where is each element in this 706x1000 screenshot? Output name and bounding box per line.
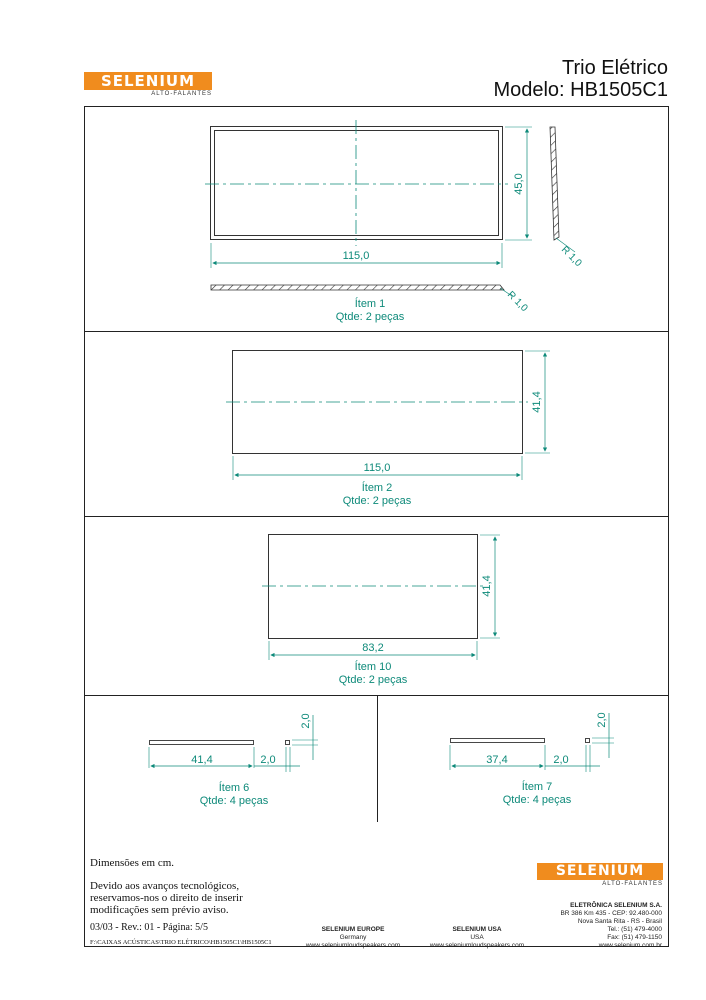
title-line-2: Modelo: HB1505C1 xyxy=(493,79,668,101)
item-7-section xyxy=(586,739,590,743)
company-tel: Tel.: (51) 479-4000 xyxy=(607,926,662,933)
item-1-bottom-profile xyxy=(211,285,504,290)
item-10-qty: Qtde: 2 peças xyxy=(338,674,408,686)
europe-title: SELENIUM EUROPE xyxy=(321,926,385,933)
notice-line-3: modificações sem prévio aviso. xyxy=(90,904,229,916)
footer-brand-logo-subtitle: ALTO-FALANTES xyxy=(602,881,663,887)
company-address-2: Nova Santa Rita - RS - Brasil xyxy=(577,918,662,925)
item-1-width-label: 115,0 xyxy=(342,250,370,262)
item-2-width-label: 115,0 xyxy=(363,462,391,474)
selenium-europe-block xyxy=(298,926,408,950)
item-7-thickness-label: 2,0 xyxy=(553,754,569,766)
item-7-drawing xyxy=(450,713,614,772)
usa-title: SELENIUM USA xyxy=(452,926,502,933)
item-2-height-label: 41,4 xyxy=(531,391,543,413)
item-10-height-label: 41,4 xyxy=(481,575,493,597)
item-7-height-label: 2,0 xyxy=(596,712,608,728)
selenium-logo-footer xyxy=(537,863,663,887)
item-7-qty: Qtde: 4 peças xyxy=(502,794,572,806)
item-10-caption xyxy=(293,661,453,687)
item-6-qty: Qtde: 4 peças xyxy=(199,795,269,807)
item-1-caption xyxy=(290,298,450,324)
brand-logo-subtitle: ALTO-FALANTES xyxy=(151,91,212,97)
item-10-name: Ítem 10 xyxy=(354,661,392,673)
item-1-drawing xyxy=(205,120,575,296)
notice-line-2: reservamos-nos o direito de inserir xyxy=(90,892,243,904)
notice-text xyxy=(90,880,243,916)
item-10-width-label: 83,2 xyxy=(362,642,384,654)
item-6-section xyxy=(286,741,290,745)
item-6-thickness-label: 2,0 xyxy=(260,754,276,766)
item-6-name: Ítem 6 xyxy=(218,782,250,794)
europe-url: www.seleniumloudspeakers.com xyxy=(305,942,401,949)
item-7-caption xyxy=(457,781,617,807)
usa-country: USA xyxy=(470,934,484,941)
item-2-drawing xyxy=(226,351,550,481)
item-1-side-profile xyxy=(550,127,559,240)
item-2-name: Ítem 2 xyxy=(361,482,393,494)
item-6-width-label: 41,4 xyxy=(191,754,213,766)
revision-info: 03/03 - Rev.: 01 - Página: 5/5 xyxy=(90,922,208,933)
item-2-qty: Qtde: 2 peças xyxy=(342,495,412,507)
notice-line-1: Devido aos avanços tecnológicos, xyxy=(90,880,240,892)
usa-url: www.seleniumloudspeakers.com xyxy=(429,942,525,949)
frame-borders xyxy=(85,107,669,947)
company-url: www.selenium.com.br xyxy=(598,942,662,949)
company-address-block xyxy=(540,902,662,950)
item-1-height-label: 45,0 xyxy=(513,173,525,195)
item-10-panel xyxy=(269,535,478,639)
item-6-drawing xyxy=(149,715,318,772)
company-name: ELETRÔNICA SELENIUM S.A. xyxy=(570,902,662,909)
item-1-radius-bottom-label: R 1,0 xyxy=(504,289,530,315)
item-7-name: Ítem 7 xyxy=(521,781,553,793)
item-1-radius-right-label: R 1,0 xyxy=(558,244,584,270)
item-1-name: Ítem 1 xyxy=(354,298,386,310)
brand-logo-text: SELENIUM xyxy=(84,72,212,90)
item-6-strip xyxy=(150,741,254,745)
footer-brand-logo-text: SELENIUM xyxy=(537,863,663,880)
europe-country: Germany xyxy=(339,934,367,941)
selenium-usa-block xyxy=(420,926,534,950)
item-6-height-label: 2,0 xyxy=(300,713,312,729)
company-address-1: BR 386 Km 435 - CEP: 92.480-000 xyxy=(560,910,662,917)
item-7-strip xyxy=(451,739,545,743)
item-6-caption xyxy=(154,782,314,808)
item-2-caption xyxy=(297,482,457,508)
item-1-qty: Qtde: 2 peças xyxy=(335,311,405,323)
item-7-width-label: 37,4 xyxy=(486,754,508,766)
item-1-panel-outer xyxy=(211,127,503,240)
dimensions-note: Dimensões em cm. xyxy=(90,857,175,869)
item-1-panel-inner xyxy=(215,131,499,236)
file-path: F:\CAIXAS ACÚSTICAS\TRIO ELÉTRICO\HB1505C1\HB1505C1 xyxy=(90,939,272,946)
company-fax: Fax: (51) 479-1150 xyxy=(607,934,662,941)
title-line-1: Trio Elétrico xyxy=(562,57,668,79)
